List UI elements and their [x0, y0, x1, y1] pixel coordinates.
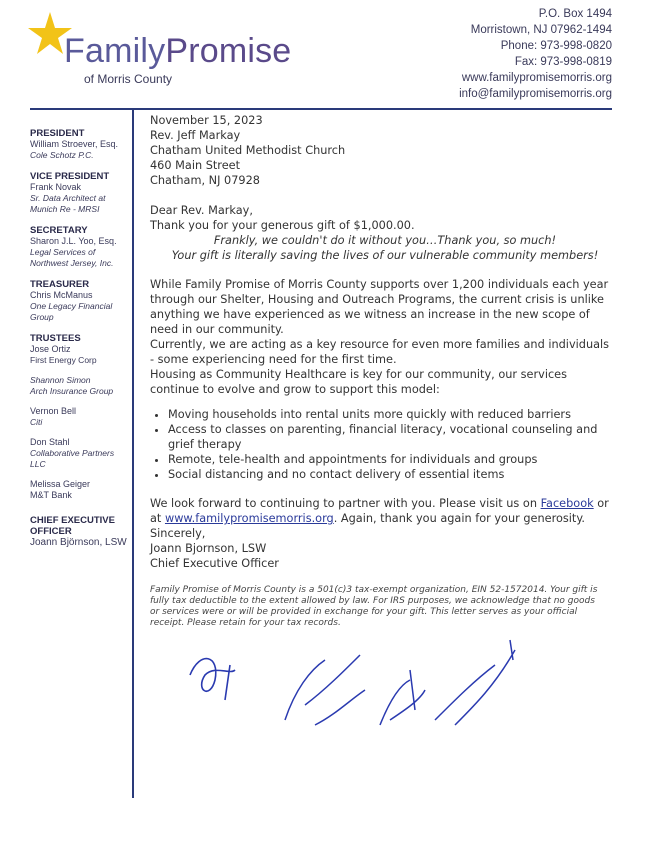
website-header[interactable]: www.familypromisemorris.org — [461, 72, 612, 84]
services-list — [150, 407, 610, 482]
letter-date: November 15, 2023 — [150, 114, 263, 127]
board-sidebar — [30, 128, 130, 558]
paragraph-1: While Family Promise of Morris County supports over 1,200 individuals each year through our Shelter, Housing and Outreach Programs, the current crisis is unlike anything we have experienced as we witness an increase in the new scope of need in our community. — [150, 278, 609, 336]
sidebar-divider — [132, 108, 134, 798]
board-trustees: TRUSTEES Jose Ortiz First Energy Corp Shannon Simon Arch Insurance Group Vernon Bell Citi Don Stahl Collaborative Partners LLC Melissa Geiger M&T Bank — [30, 333, 115, 500]
paragraph-2: Currently, we are acting as a key resource for even more families and individuals - some experiencing need for the first time. — [150, 338, 610, 366]
thank-you-quote: Frankly, we couldn't do it without you…Thank you, so much! Your gift is literally saving the lives of our vulnerable community members! — [171, 234, 599, 262]
closing: Sincerely, — [150, 527, 206, 540]
tax-footer: Family Promise of Morris County is a 501(c)3 tax-exempt organization, EIN 52-1572014. Your gift is fully tax deductible to the extent allowed by law. For IRS purposes, we acknowledge that no goods or services were or will be provided in exchange for your gift. This letter serves as your official receipt. Please retain for your tax records. — [150, 585, 598, 628]
salutation: Dear Rev. Markay, — [150, 204, 253, 217]
list-item: • Moving households into rental units more quickly with reduced barriers — [168, 407, 610, 422]
list-item: • Access to classes on parenting, financial literacy, vocational counseling and grief therapy — [168, 422, 610, 452]
po-box: P.O. Box 1494 — [538, 8, 612, 20]
board-treasurer: TREASURER Chris McManus One Legacy Financial Group — [30, 279, 113, 322]
contact-block — [459, 6, 612, 102]
facebook-link[interactable]: Facebook — [540, 497, 594, 510]
org-name: FamilyPromise — [64, 32, 292, 70]
board-vp: VICE PRESIDENT Frank Novak Sr. Data Architect at Munich Re - MRSI — [30, 171, 110, 214]
phone: Phone: 973-998-0820 — [500, 40, 612, 52]
email-header[interactable]: info@familypromisemorris.org — [459, 88, 612, 100]
list-item: • Social distancing and no contact delivery of essential items — [168, 467, 610, 482]
org-subtitle: of Morris County — [84, 72, 173, 86]
list-item: • Remote, tele-health and appointments for individuals and groups — [168, 452, 610, 467]
partner-paragraph: We look forward to continuing to partner with you. Please visit us on Facebook or at www.familypromisemorris.org. Again, thank you again for your generosity. — [150, 497, 609, 525]
gift-line: Thank you for your generous gift of $1,000.00. — [150, 219, 415, 232]
board-secretary: SECRETARY Sharon J.L. Yoo, Esq. Legal Services of Northwest Jersey, Inc. — [30, 225, 117, 268]
signer-block: Joann Bjornson, LSW Chief Executive Officer — [150, 542, 279, 570]
fax: Fax: 973-998-0819 — [514, 56, 612, 68]
website-link[interactable]: www.familypromisemorris.org — [164, 512, 334, 525]
handwritten-signature — [175, 630, 535, 740]
paragraph-3: Housing as Community Healthcare is key for our community, our services continue to evolve and grow to support this model: — [150, 368, 568, 396]
board-president: PRESIDENT William Stroever, Esq. Cole Schotz P.C. — [30, 128, 119, 160]
board-ceo: CHIEF EXECUTIVE OFFICER Joann Björnson, LSW — [30, 515, 127, 548]
letter-body — [150, 113, 610, 629]
org-logo — [28, 10, 328, 90]
recipient-address: Rev. Jeff Markay Chatham United Methodist Church 460 Main Street Chatham, NJ 07928 — [150, 129, 346, 187]
header-divider — [30, 108, 612, 110]
city-line: Morristown, NJ 07962-1494 — [470, 24, 612, 36]
